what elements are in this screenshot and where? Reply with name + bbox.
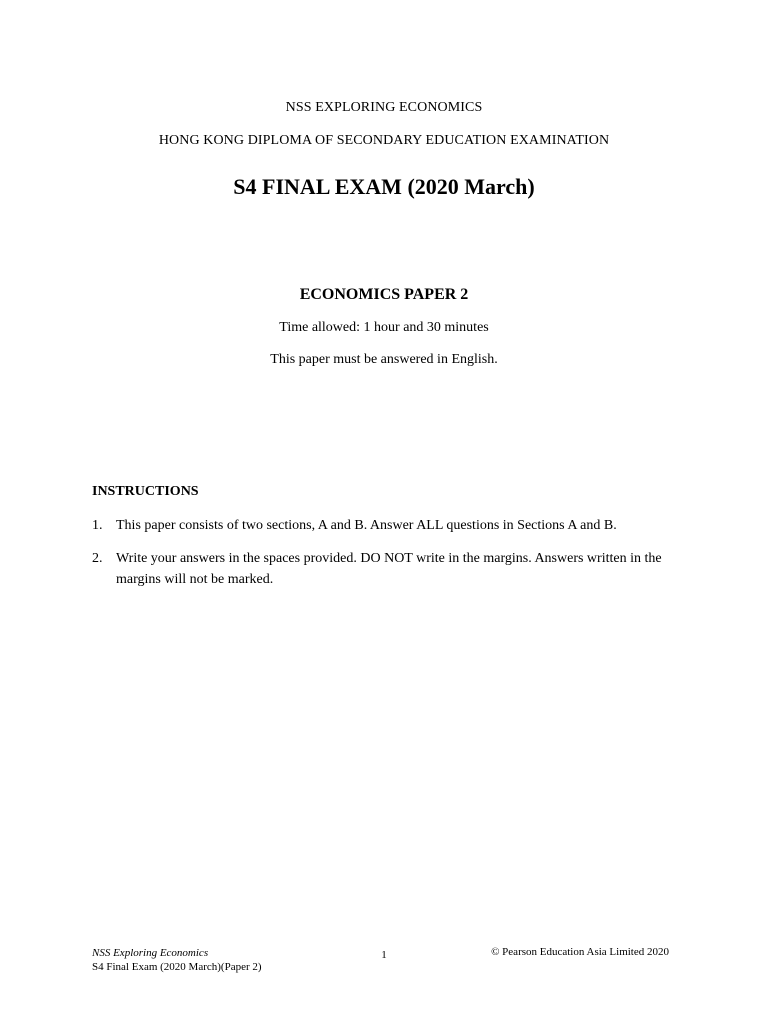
instruction-number: 1. [92,518,103,533]
instruction-number: 2. [92,551,103,566]
page-number: 1 [381,949,387,961]
footer-left [92,946,262,974]
instruction-item [92,548,692,590]
instruction-item [92,515,692,536]
footer-paper-ref: S4 Final Exam (2020 March)(Paper 2) [92,961,262,973]
instruction-text: Write your answers in the spaces provided. DO NOT write in the margins. Answers written in the margins will not be marked. [116,551,662,587]
examination-body: HONG KONG DIPLOMA OF SECONDARY EDUCATION EXAMINATION [158,133,610,148]
paper-title: ECONOMICS PAPER 2 [299,286,469,303]
instruction-text: This paper consists of two sections, A and B. Answer ALL questions in Sections A and B. [116,518,617,533]
series-title: NSS EXPLORING ECONOMICS [285,100,483,115]
language-note: This paper must be answered in English. [270,352,498,367]
exam-title: S4 FINAL EXAM (2020 March) [233,174,535,199]
time-allowed: Time allowed: 1 hour and 30 minutes [279,320,489,335]
instructions-heading: INSTRUCTIONS [92,484,199,499]
footer-copyright: © Pearson Education Asia Limited 2020 [491,946,669,958]
footer-series: NSS Exploring Economics [92,947,209,959]
